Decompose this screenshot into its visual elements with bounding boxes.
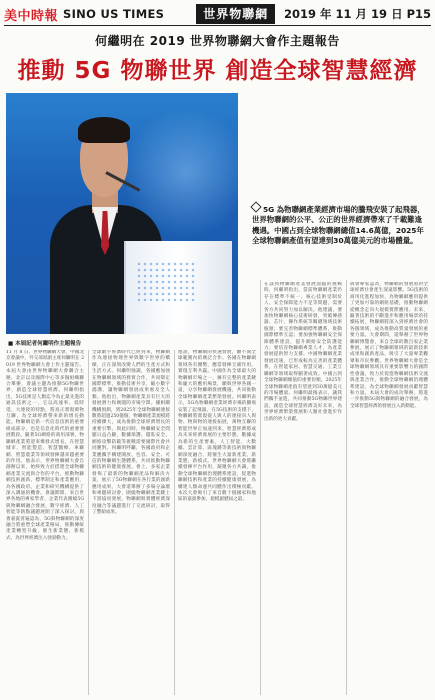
diamond-ornament-icon xyxy=(250,201,261,212)
masthead xyxy=(4,3,431,26)
photo-caption: ■ 本屆記者何繼明作主題報告 xyxy=(8,341,82,347)
newspaper-brand-en: SINO US TIMES xyxy=(63,7,165,21)
article-subtitle: 何繼明在 2019 世界物聯網大會作主題報告 xyxy=(95,34,340,48)
pull-quote xyxy=(252,203,426,247)
speaker-photo xyxy=(6,93,238,334)
article-headline: 推動 5G 物聯世界 創造全球智慧經濟 xyxy=(17,58,418,84)
body-column-4: 在談到物聯網產業發展面臨的挑戰時，何繼明指出，當前物聯網產業仍存在標準不統一、核心技術受制於人、安全保障能力不足等問題，需要各方共同努力加以解決。他建議，要加快物聯網核心技術研發，突破傳感器、芯片、操作系統等關鍵領域技術瓶頸；要完善物聯網標準體系，推動國際標準互認；要加強物聯網安全保障體系建設，提升網絡安全防護能力；要培育物聯網專業人才，為產業發展提供智力支撐。中國物聯網產業發展迅速，已形成較為完善的產業體系，在智能家居、智慧交通、工業互聯網等領域取得顯著成效。中國占到全球物聯網總值的重要份額，2025年全球物聯網產值有望達到30萬億美元的市場體量。何繼明最後表示，讓我們攜手並進，共同推動5G物聯世界建設，創造全球智慧經濟美好未來，為世界經濟繁榮發展和人類社會進步作出新的更大貢獻。 xyxy=(264,282,342,422)
body-column-5: 與會專家認為，物聯網的發展將對全球經濟社會產生深遠影響。5G技術的商用化進程加快，為物聯網應用提供了更加可靠的網絡基礎，推動物聯網從概念走向大規模實際應用。未來，隨著技術的不斷進步和應用場景的持續拓展，物聯網將深入到經濟社會的各個領域，成為推動高質量發展的重要力量。大會期間，還舉辦了世界物聯網博覽會，來自全球的數百家企業參展，展示了物聯網領域的最新技術成果和創新產品，吸引了大量專業觀眾和市民參觀。世界物聯網大會是全球物聯網領域具有重要影響力的國際性會議，致力於促進物聯網技術交流與產業合作，推動全球物聯網治理體系建設，為全球物聯網發展貢獻智慧和力量。本屆大會的成功舉辦，將進一步推動5G與物聯網的融合發展，為全球智慧經濟的發展注入新動能。 xyxy=(350,282,428,409)
newspaper-brand-cn: 美中時報 xyxy=(4,8,59,24)
issue-date-page: 2019 年 11 月 19 日 P15 xyxy=(284,7,431,21)
pull-quote-text: 5G 為物聯網產業經濟市場的騰飛安裝了起飛器，世界物聯網的公平、公正的世界經濟帶來了千載難逢機遇。中國占到全球物聯網總值14.6萬億，2025年全球物聯網產值有望達到30萬億美元的市場體量。 xyxy=(252,205,425,246)
body-column-1: 11 月 8 日，世界物聯網大會，中國北京會議中，外交部原副主席何繼明在 2019 世界物聯網大會上作主題報告。本屆大會由世界物聯網大會聯合主辦、北京以及國際中心等多個組織聯合舉辦，會議主題為推動5G物聯世界，創造全球智慧經濟。何繼明指出，5G技術是人類迄今為止最先進的通訊技術之一，它以高速率、低時延、大連接的特點，將真正實現萬物互聯，為全球經濟帶來新的增長動能。物聯網是新一代信息技術的重要組成部分，也是信息化時代的重要發展階段。隨著5G網絡的商用部署，物聯網產業將迎來爆發式增長，在智慧城市、智能製造、智慧醫療、車聯網、智慧農業等領域發揮越來越重要的作用。他表示，世界物聯網大會自創辦以來，始終致力於搭建全球物聯網產業交流與合作的平台，推動物聯網技術創新、標準制定和產業應用，為各國政府、企業和研究機構提供了深入溝通的機會。會議期間，來自世界各地的專家學者、企業代表圍繞5G與物聯網融合發展、數字經濟、人工智能等熱點議題展開了深入探討。與會嘉賓普遍認為，5G與物聯網的深度融合將重塑全球產業格局，推動傳統產業轉型升級，催生新業態、新模式，為世界經濟注入強勁動力。 xyxy=(6,350,84,541)
section-label: 世界物聯網 xyxy=(196,4,275,24)
body-column-3: 他說，物聯網的快速發展，離不開全球範圍內的廣泛合作。各國在物聯網領域各有優勢，應當發揮互補作用，實現互利共贏。中國作為全球最大的物聯網市場之一，擁有完整的產業鏈和龐大的應用場景，願與世界各國一道，分享物聯網發展機遇，共同推動全球物聯網產業繁榮發展。何繼明表示，5G為物聯網產業經濟市場的騰飛安裝了起飛器，在5G技術的支撐下，物聯網將實現從人與人的連接向人與物、物與物的連接拓展，萬物互聯的智能世界正加速到來。智慧經濟將成為未來經濟發展的主要形態，數據成為新的生產要素，人工智能、大數據、雲計算、區塊鏈等新技術與物聯網深度融合，將催生大量新產業、新業態、新模式。世界物聯網大會將繼續發揮平台作用，凝聚各方共識，推動全球物聯網治理體系建設，促進物聯網技術和產業的持續健康發展，為構建人類命運共同體作出積極貢獻。本次大會吸引了來自數十個國家和地區的嘉賓參加，規模創歷屆之最。 xyxy=(178,350,256,503)
body-column-2: 全球數字經濟時代已經到來，物聯網作為連接物理世界與數字世界的橋樑，正在深刻改變人們的生產方式和生活方式。何繼明強調，各國應加強在物聯網領域的務實合作，共同制定國際標準，推動技術共享，縮小數字鴻溝，讓物聯網發展成果惠及全人類。他指出，物聯網產業具有巨大的發展潛力和廣闊的市場空間。據相關機構預測，到2025年全球物聯網連接數將超過250億個，物聯網產業規模將持續擴大，成為推動全球經濟增長的重要引擎。與此同時，物聯網安全問題日益凸顯，數據保護、隱私安全、網絡攻擊防範等挑戰需要國際社會共同應對。何繼明呼籲，各國政府和企業應攜手構建開放、包容、安全、可信的物聯網生態體系，共同推動物聯網技術的健康發展。會上，多家企業發佈了最新的物聯網產品和解決方案，展示了5G物聯網在各行業的創新應用成果。大會還舉辦了多場分論壇和專題研討會，圍繞物聯網產業鏈上下游協同發展、物聯網與實體經濟深度融合等議題進行了交流研討，取得了豐碩成果。 xyxy=(92,350,170,516)
